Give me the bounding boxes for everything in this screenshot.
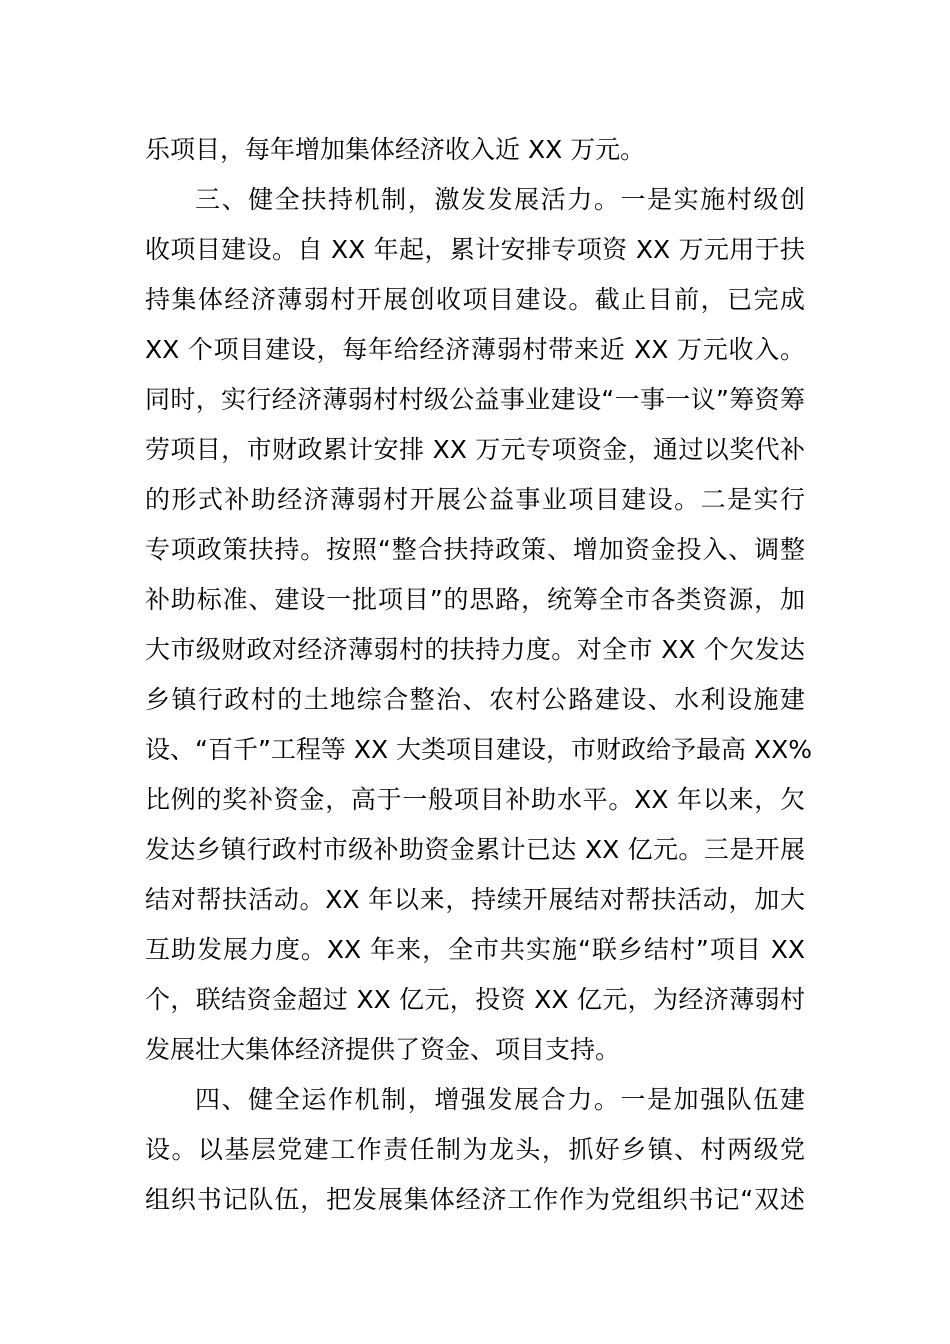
text-line-20: 四、健全运作机制，增强发展合力。一是加强队伍建 — [195, 1085, 805, 1114]
text-line-9: 专项政策扶持。按照“整合扶持政策、增加资金投入、调整 — [145, 535, 805, 564]
text-line-12: 乡镇行政村的土地综合整治、农村公路建设、水利设施建 — [145, 685, 805, 714]
text-line-8: 的形式补助经济薄弱村开展公益事业项目建设。二是实行 — [145, 485, 805, 514]
text-line-2: 三、健全扶持机制，激发发展活力。一是实施村级创 — [195, 185, 805, 214]
text-line-21: 设。以基层党建工作责任制为龙头，抓好乡镇、村两级党 — [145, 1135, 805, 1164]
text-line-15: 发达乡镇行政村市级补助资金累计已达 XX 亿元。三是开展 — [145, 835, 805, 864]
text-line-14: 比例的奖补资金，高于一般项目补助水平。XX 年以来，欠 — [145, 785, 805, 814]
text-line-5: XX 个项目建设，每年给经济薄弱村带来近 XX 万元收入。 — [145, 335, 805, 364]
text-line-10: 补助标准、建设一批项目”的思路，统筹全市各类资源，加 — [145, 585, 805, 614]
text-line-11: 大市级财政对经济薄弱村的扶持力度。对全市 XX 个欠发达 — [145, 635, 805, 664]
text-line-18: 个，联结资金超过 XX 亿元，投资 XX 亿元，为经济薄弱村 — [145, 985, 805, 1014]
text-line-3: 收项目建设。自 XX 年起，累计安排专项资 XX 万元用于扶 — [145, 235, 805, 264]
text-line-22: 组织书记队伍，把发展集体经济工作作为党组织书记“双述 — [145, 1185, 805, 1214]
text-line-19: 发展壮大集体经济提供了资金、项目支持。 — [145, 1035, 621, 1064]
text-line-13: 设、“百千”工程等 XX 大类项目建设，市财政给予最高 XX% — [145, 735, 813, 764]
text-line-7: 劳项目，市财政累计安排 XX 万元专项资金，通过以奖代补 — [145, 435, 805, 464]
text-line-1: 乐项目，每年增加集体经济收入近 XX 万元。 — [145, 135, 646, 164]
text-line-4: 持集体经济薄弱村开展创收项目建设。截止目前，已完成 — [145, 285, 805, 314]
text-line-16: 结对帮扶活动。XX 年以来，持续开展结对帮扶活动，加大 — [145, 885, 805, 914]
text-line-17: 互助发展力度。XX 年来，全市共实施“联乡结村”项目 XX — [145, 935, 805, 964]
text-line-6: 同时，实行经济薄弱村村级公益事业建设“一事一议”筹资筹 — [145, 385, 805, 414]
